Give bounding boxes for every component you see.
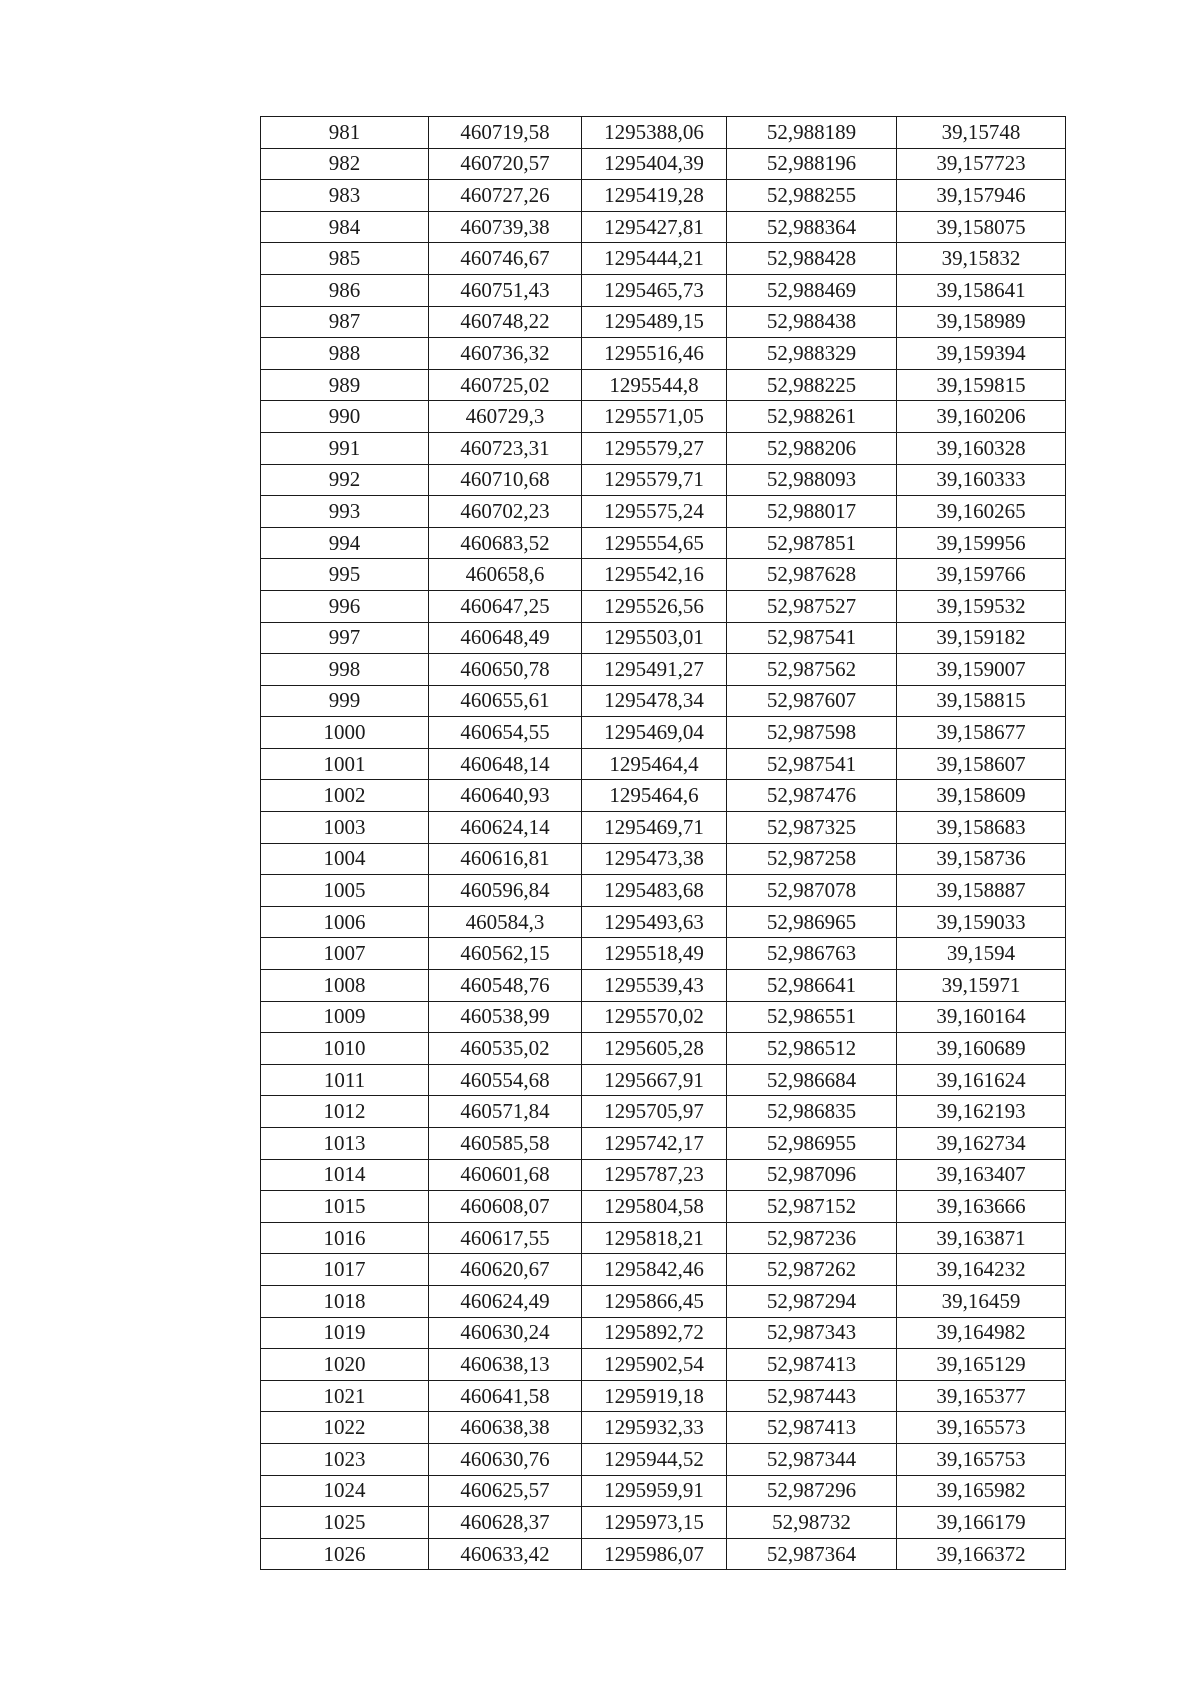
latitude-cell: 52,986835 — [727, 1096, 897, 1128]
longitude-cell: 39,164232 — [897, 1254, 1066, 1286]
latitude-cell: 52,987344 — [727, 1443, 897, 1475]
table-row — [261, 1222, 1066, 1254]
table-row — [261, 464, 1066, 496]
longitude-cell: 39,163871 — [897, 1222, 1066, 1254]
x-coordinate-cell: 460648,14 — [429, 748, 582, 780]
table-row — [261, 1380, 1066, 1412]
y-coordinate-cell: 1295526,56 — [582, 590, 727, 622]
y-coordinate-cell: 1295605,28 — [582, 1033, 727, 1065]
longitude-cell: 39,158607 — [897, 748, 1066, 780]
latitude-cell: 52,987343 — [727, 1317, 897, 1349]
x-coordinate-cell: 460633,42 — [429, 1538, 582, 1570]
y-coordinate-cell: 1295464,6 — [582, 780, 727, 812]
point-number-cell: 1006 — [261, 906, 429, 938]
x-coordinate-cell: 460654,55 — [429, 717, 582, 749]
x-coordinate-cell: 460710,68 — [429, 464, 582, 496]
point-number-cell: 1009 — [261, 1001, 429, 1033]
point-number-cell: 1023 — [261, 1443, 429, 1475]
longitude-cell: 39,158887 — [897, 875, 1066, 907]
table-row — [261, 1317, 1066, 1349]
point-number-cell: 1013 — [261, 1128, 429, 1160]
longitude-cell: 39,159532 — [897, 590, 1066, 622]
longitude-cell: 39,165377 — [897, 1380, 1066, 1412]
x-coordinate-cell: 460641,58 — [429, 1380, 582, 1412]
y-coordinate-cell: 1295973,15 — [582, 1507, 727, 1539]
table-row — [261, 1412, 1066, 1444]
y-coordinate-cell: 1295959,91 — [582, 1475, 727, 1507]
latitude-cell: 52,987296 — [727, 1475, 897, 1507]
y-coordinate-cell: 1295787,23 — [582, 1159, 727, 1191]
table-row — [261, 590, 1066, 622]
y-coordinate-cell: 1295579,71 — [582, 464, 727, 496]
y-coordinate-cell: 1295503,01 — [582, 622, 727, 654]
latitude-cell: 52,987325 — [727, 812, 897, 844]
longitude-cell: 39,160206 — [897, 401, 1066, 433]
coordinates-table — [260, 116, 1066, 1570]
table-row — [261, 527, 1066, 559]
longitude-cell: 39,158736 — [897, 843, 1066, 875]
y-coordinate-cell: 1295427,81 — [582, 211, 727, 243]
latitude-cell: 52,987598 — [727, 717, 897, 749]
y-coordinate-cell: 1295465,73 — [582, 274, 727, 306]
point-number-cell: 1021 — [261, 1380, 429, 1412]
point-number-cell: 990 — [261, 401, 429, 433]
coordinates-table-body — [261, 117, 1066, 1570]
latitude-cell: 52,988017 — [727, 496, 897, 528]
point-number-cell: 1015 — [261, 1191, 429, 1223]
x-coordinate-cell: 460554,68 — [429, 1064, 582, 1096]
longitude-cell: 39,164982 — [897, 1317, 1066, 1349]
y-coordinate-cell: 1295404,39 — [582, 148, 727, 180]
point-number-cell: 1008 — [261, 970, 429, 1002]
point-number-cell: 1017 — [261, 1254, 429, 1286]
point-number-cell: 1022 — [261, 1412, 429, 1444]
table-row — [261, 780, 1066, 812]
longitude-cell: 39,158609 — [897, 780, 1066, 812]
x-coordinate-cell: 460751,43 — [429, 274, 582, 306]
table-row — [261, 243, 1066, 275]
latitude-cell: 52,987443 — [727, 1380, 897, 1412]
table-row — [261, 180, 1066, 212]
latitude-cell: 52,988364 — [727, 211, 897, 243]
point-number-cell: 984 — [261, 211, 429, 243]
table-row — [261, 1349, 1066, 1381]
x-coordinate-cell: 460702,23 — [429, 496, 582, 528]
y-coordinate-cell: 1295388,06 — [582, 117, 727, 149]
y-coordinate-cell: 1295804,58 — [582, 1191, 727, 1223]
latitude-cell: 52,988261 — [727, 401, 897, 433]
point-number-cell: 1012 — [261, 1096, 429, 1128]
y-coordinate-cell: 1295919,18 — [582, 1380, 727, 1412]
point-number-cell: 1020 — [261, 1349, 429, 1381]
x-coordinate-cell: 460638,13 — [429, 1349, 582, 1381]
table-row — [261, 338, 1066, 370]
point-number-cell: 1003 — [261, 812, 429, 844]
latitude-cell: 52,987096 — [727, 1159, 897, 1191]
table-row — [261, 274, 1066, 306]
table-row — [261, 432, 1066, 464]
y-coordinate-cell: 1295667,91 — [582, 1064, 727, 1096]
y-coordinate-cell: 1295932,33 — [582, 1412, 727, 1444]
longitude-cell: 39,157946 — [897, 180, 1066, 212]
latitude-cell: 52,986684 — [727, 1064, 897, 1096]
x-coordinate-cell: 460658,6 — [429, 559, 582, 591]
longitude-cell: 39,159007 — [897, 654, 1066, 686]
latitude-cell: 52,987413 — [727, 1349, 897, 1381]
y-coordinate-cell: 1295493,63 — [582, 906, 727, 938]
x-coordinate-cell: 460739,38 — [429, 211, 582, 243]
x-coordinate-cell: 460683,52 — [429, 527, 582, 559]
point-number-cell: 987 — [261, 306, 429, 338]
longitude-cell: 39,159033 — [897, 906, 1066, 938]
point-number-cell: 993 — [261, 496, 429, 528]
point-number-cell: 1007 — [261, 938, 429, 970]
latitude-cell: 52,988093 — [727, 464, 897, 496]
table-row — [261, 1159, 1066, 1191]
point-number-cell: 986 — [261, 274, 429, 306]
y-coordinate-cell: 1295579,27 — [582, 432, 727, 464]
table-row — [261, 369, 1066, 401]
point-number-cell: 992 — [261, 464, 429, 496]
latitude-cell: 52,988428 — [727, 243, 897, 275]
longitude-cell: 39,158683 — [897, 812, 1066, 844]
latitude-cell: 52,988329 — [727, 338, 897, 370]
table-row — [261, 148, 1066, 180]
longitude-cell: 39,160164 — [897, 1001, 1066, 1033]
x-coordinate-cell: 460630,76 — [429, 1443, 582, 1475]
longitude-cell: 39,161624 — [897, 1064, 1066, 1096]
longitude-cell: 39,158677 — [897, 717, 1066, 749]
point-number-cell: 1014 — [261, 1159, 429, 1191]
x-coordinate-cell: 460625,57 — [429, 1475, 582, 1507]
longitude-cell: 39,158815 — [897, 685, 1066, 717]
y-coordinate-cell: 1295469,04 — [582, 717, 727, 749]
longitude-cell: 39,158989 — [897, 306, 1066, 338]
y-coordinate-cell: 1295902,54 — [582, 1349, 727, 1381]
x-coordinate-cell: 460748,22 — [429, 306, 582, 338]
latitude-cell: 52,986551 — [727, 1001, 897, 1033]
latitude-cell: 52,987607 — [727, 685, 897, 717]
y-coordinate-cell: 1295489,15 — [582, 306, 727, 338]
latitude-cell: 52,988225 — [727, 369, 897, 401]
point-number-cell: 989 — [261, 369, 429, 401]
latitude-cell: 52,987078 — [727, 875, 897, 907]
latitude-cell: 52,987294 — [727, 1285, 897, 1317]
table-row — [261, 812, 1066, 844]
y-coordinate-cell: 1295575,24 — [582, 496, 727, 528]
y-coordinate-cell: 1295818,21 — [582, 1222, 727, 1254]
point-number-cell: 1018 — [261, 1285, 429, 1317]
point-number-cell: 1024 — [261, 1475, 429, 1507]
longitude-cell: 39,16459 — [897, 1285, 1066, 1317]
x-coordinate-cell: 460736,32 — [429, 338, 582, 370]
x-coordinate-cell: 460571,84 — [429, 1096, 582, 1128]
latitude-cell: 52,988255 — [727, 180, 897, 212]
table-row — [261, 843, 1066, 875]
point-number-cell: 988 — [261, 338, 429, 370]
longitude-cell: 39,162193 — [897, 1096, 1066, 1128]
table-row — [261, 496, 1066, 528]
y-coordinate-cell: 1295542,16 — [582, 559, 727, 591]
x-coordinate-cell: 460562,15 — [429, 938, 582, 970]
latitude-cell: 52,987258 — [727, 843, 897, 875]
latitude-cell: 52,987562 — [727, 654, 897, 686]
latitude-cell: 52,987628 — [727, 559, 897, 591]
point-number-cell: 981 — [261, 117, 429, 149]
point-number-cell: 1002 — [261, 780, 429, 812]
longitude-cell: 39,15832 — [897, 243, 1066, 275]
table-row — [261, 1507, 1066, 1539]
longitude-cell: 39,166179 — [897, 1507, 1066, 1539]
table-row — [261, 1443, 1066, 1475]
point-number-cell: 998 — [261, 654, 429, 686]
longitude-cell: 39,160333 — [897, 464, 1066, 496]
x-coordinate-cell: 460746,67 — [429, 243, 582, 275]
point-number-cell: 1010 — [261, 1033, 429, 1065]
table-row — [261, 938, 1066, 970]
latitude-cell: 52,988438 — [727, 306, 897, 338]
longitude-cell: 39,162734 — [897, 1128, 1066, 1160]
x-coordinate-cell: 460596,84 — [429, 875, 582, 907]
latitude-cell: 52,987236 — [727, 1222, 897, 1254]
longitude-cell: 39,160328 — [897, 432, 1066, 464]
table-row — [261, 559, 1066, 591]
table-row — [261, 1096, 1066, 1128]
x-coordinate-cell: 460620,67 — [429, 1254, 582, 1286]
point-number-cell: 982 — [261, 148, 429, 180]
x-coordinate-cell: 460630,24 — [429, 1317, 582, 1349]
x-coordinate-cell: 460617,55 — [429, 1222, 582, 1254]
latitude-cell: 52,987851 — [727, 527, 897, 559]
x-coordinate-cell: 460608,07 — [429, 1191, 582, 1223]
longitude-cell: 39,160689 — [897, 1033, 1066, 1065]
y-coordinate-cell: 1295444,21 — [582, 243, 727, 275]
table-row — [261, 306, 1066, 338]
latitude-cell: 52,986965 — [727, 906, 897, 938]
longitude-cell: 39,160265 — [897, 496, 1066, 528]
y-coordinate-cell: 1295571,05 — [582, 401, 727, 433]
x-coordinate-cell: 460601,68 — [429, 1159, 582, 1191]
x-coordinate-cell: 460720,57 — [429, 148, 582, 180]
y-coordinate-cell: 1295483,68 — [582, 875, 727, 907]
longitude-cell: 39,165753 — [897, 1443, 1066, 1475]
point-number-cell: 983 — [261, 180, 429, 212]
table-row — [261, 1475, 1066, 1507]
x-coordinate-cell: 460648,49 — [429, 622, 582, 654]
x-coordinate-cell: 460719,58 — [429, 117, 582, 149]
y-coordinate-cell: 1295705,97 — [582, 1096, 727, 1128]
table-row — [261, 1191, 1066, 1223]
table-row — [261, 1001, 1066, 1033]
y-coordinate-cell: 1295554,65 — [582, 527, 727, 559]
latitude-cell: 52,986641 — [727, 970, 897, 1002]
latitude-cell: 52,986763 — [727, 938, 897, 970]
table-row — [261, 654, 1066, 686]
x-coordinate-cell: 460727,26 — [429, 180, 582, 212]
y-coordinate-cell: 1295539,43 — [582, 970, 727, 1002]
latitude-cell: 52,986955 — [727, 1128, 897, 1160]
point-number-cell: 1000 — [261, 717, 429, 749]
latitude-cell: 52,987541 — [727, 622, 897, 654]
y-coordinate-cell: 1295491,27 — [582, 654, 727, 686]
point-number-cell: 999 — [261, 685, 429, 717]
latitude-cell: 52,98732 — [727, 1507, 897, 1539]
point-number-cell: 985 — [261, 243, 429, 275]
point-number-cell: 991 — [261, 432, 429, 464]
y-coordinate-cell: 1295419,28 — [582, 180, 727, 212]
table-row — [261, 748, 1066, 780]
x-coordinate-cell: 460584,3 — [429, 906, 582, 938]
x-coordinate-cell: 460640,93 — [429, 780, 582, 812]
x-coordinate-cell: 460647,25 — [429, 590, 582, 622]
point-number-cell: 1016 — [261, 1222, 429, 1254]
latitude-cell: 52,987364 — [727, 1538, 897, 1570]
table-row — [261, 211, 1066, 243]
x-coordinate-cell: 460729,3 — [429, 401, 582, 433]
latitude-cell: 52,988206 — [727, 432, 897, 464]
latitude-cell: 52,987541 — [727, 748, 897, 780]
longitude-cell: 39,158075 — [897, 211, 1066, 243]
x-coordinate-cell: 460548,76 — [429, 970, 582, 1002]
point-number-cell: 994 — [261, 527, 429, 559]
point-number-cell: 1011 — [261, 1064, 429, 1096]
x-coordinate-cell: 460624,14 — [429, 812, 582, 844]
longitude-cell: 39,157723 — [897, 148, 1066, 180]
latitude-cell: 52,987262 — [727, 1254, 897, 1286]
table-row — [261, 875, 1066, 907]
point-number-cell: 1005 — [261, 875, 429, 907]
y-coordinate-cell: 1295516,46 — [582, 338, 727, 370]
point-number-cell: 995 — [261, 559, 429, 591]
y-coordinate-cell: 1295469,71 — [582, 812, 727, 844]
x-coordinate-cell: 460585,58 — [429, 1128, 582, 1160]
longitude-cell: 39,158641 — [897, 274, 1066, 306]
x-coordinate-cell: 460723,31 — [429, 432, 582, 464]
longitude-cell: 39,165982 — [897, 1475, 1066, 1507]
table-row — [261, 1064, 1066, 1096]
longitude-cell: 39,165129 — [897, 1349, 1066, 1381]
longitude-cell: 39,15748 — [897, 117, 1066, 149]
y-coordinate-cell: 1295892,72 — [582, 1317, 727, 1349]
longitude-cell: 39,165573 — [897, 1412, 1066, 1444]
table-row — [261, 1128, 1066, 1160]
longitude-cell: 39,159956 — [897, 527, 1066, 559]
latitude-cell: 52,987527 — [727, 590, 897, 622]
longitude-cell: 39,159766 — [897, 559, 1066, 591]
point-number-cell: 1001 — [261, 748, 429, 780]
table-row — [261, 1033, 1066, 1065]
y-coordinate-cell: 1295986,07 — [582, 1538, 727, 1570]
y-coordinate-cell: 1295518,49 — [582, 938, 727, 970]
longitude-cell: 39,163407 — [897, 1159, 1066, 1191]
table-row — [261, 1538, 1066, 1570]
y-coordinate-cell: 1295464,4 — [582, 748, 727, 780]
point-number-cell: 1019 — [261, 1317, 429, 1349]
longitude-cell: 39,159394 — [897, 338, 1066, 370]
table-row — [261, 970, 1066, 1002]
table-row — [261, 717, 1066, 749]
table-row — [261, 1254, 1066, 1286]
longitude-cell: 39,159182 — [897, 622, 1066, 654]
point-number-cell: 996 — [261, 590, 429, 622]
latitude-cell: 52,988189 — [727, 117, 897, 149]
table-row — [261, 906, 1066, 938]
x-coordinate-cell: 460535,02 — [429, 1033, 582, 1065]
table-row — [261, 117, 1066, 149]
table-row — [261, 401, 1066, 433]
point-number-cell: 997 — [261, 622, 429, 654]
table-row — [261, 685, 1066, 717]
y-coordinate-cell: 1295742,17 — [582, 1128, 727, 1160]
point-number-cell: 1025 — [261, 1507, 429, 1539]
y-coordinate-cell: 1295842,46 — [582, 1254, 727, 1286]
x-coordinate-cell: 460650,78 — [429, 654, 582, 686]
x-coordinate-cell: 460638,38 — [429, 1412, 582, 1444]
y-coordinate-cell: 1295544,8 — [582, 369, 727, 401]
latitude-cell: 52,988196 — [727, 148, 897, 180]
point-number-cell: 1026 — [261, 1538, 429, 1570]
latitude-cell: 52,988469 — [727, 274, 897, 306]
y-coordinate-cell: 1295473,38 — [582, 843, 727, 875]
longitude-cell: 39,1594 — [897, 938, 1066, 970]
latitude-cell: 52,987476 — [727, 780, 897, 812]
table-row — [261, 1285, 1066, 1317]
y-coordinate-cell: 1295944,52 — [582, 1443, 727, 1475]
longitude-cell: 39,163666 — [897, 1191, 1066, 1223]
longitude-cell: 39,166372 — [897, 1538, 1066, 1570]
y-coordinate-cell: 1295866,45 — [582, 1285, 727, 1317]
x-coordinate-cell: 460538,99 — [429, 1001, 582, 1033]
x-coordinate-cell: 460655,61 — [429, 685, 582, 717]
x-coordinate-cell: 460628,37 — [429, 1507, 582, 1539]
longitude-cell: 39,15971 — [897, 970, 1066, 1002]
latitude-cell: 52,986512 — [727, 1033, 897, 1065]
latitude-cell: 52,987152 — [727, 1191, 897, 1223]
latitude-cell: 52,987413 — [727, 1412, 897, 1444]
x-coordinate-cell: 460725,02 — [429, 369, 582, 401]
x-coordinate-cell: 460616,81 — [429, 843, 582, 875]
x-coordinate-cell: 460624,49 — [429, 1285, 582, 1317]
point-number-cell: 1004 — [261, 843, 429, 875]
y-coordinate-cell: 1295478,34 — [582, 685, 727, 717]
y-coordinate-cell: 1295570,02 — [582, 1001, 727, 1033]
longitude-cell: 39,159815 — [897, 369, 1066, 401]
table-row — [261, 622, 1066, 654]
